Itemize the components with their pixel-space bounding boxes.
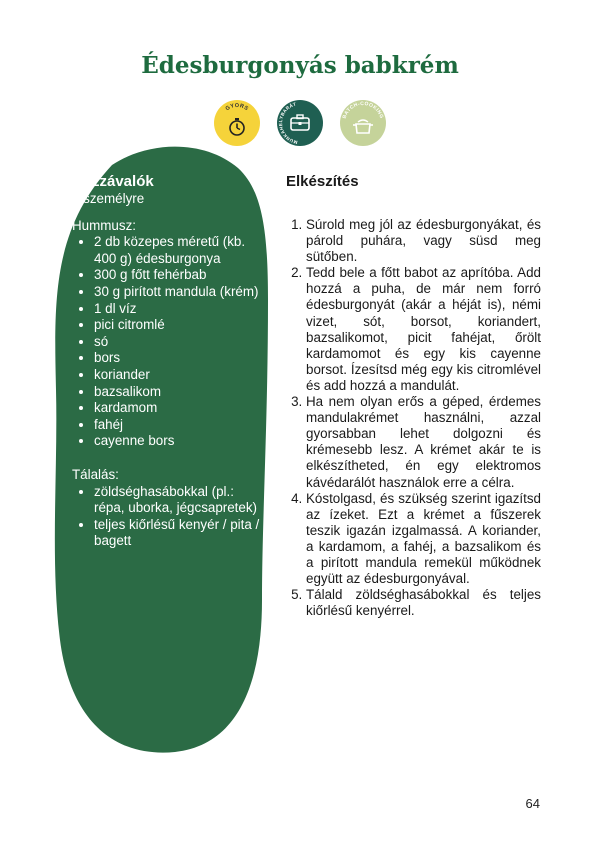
servings-text: 2 személyre <box>72 191 145 206</box>
list-item: • só <box>94 334 264 351</box>
list-item: • bors <box>94 350 264 367</box>
ingredients-panel <box>72 173 264 550</box>
list-item: • 2 db közepes méretű (kb. 400 g) édesburgonya <box>94 234 264 267</box>
badge-gyors-label: GYORS <box>224 102 250 113</box>
serving-section-label: Tálalás: <box>72 466 119 482</box>
method-heading: Elkészítés <box>286 173 359 190</box>
method-step: 5. Tálald zöldséghasábokkal és teljes kiőrlésű kenyérrel. <box>306 587 541 619</box>
badge-batch-cooking-label: BATCH-COOKING <box>341 100 385 120</box>
method-step: 1. Súrold meg jól az édesburgonyákat, és párold puhára, vagy süsd meg sütőben. <box>306 217 541 265</box>
page-number: 64 <box>525 796 540 811</box>
ingredients-heading: Hozzávalók <box>72 173 154 190</box>
serving-list <box>72 484 264 550</box>
page-title: Édesburgonyás babkrém <box>141 52 459 79</box>
list-item: • 300 g főtt fehérbab <box>94 267 264 284</box>
list-item: • 1 dl víz <box>94 301 264 318</box>
ingredients-list <box>72 234 264 450</box>
list-item: • pici citromlé <box>94 317 264 334</box>
method-step: 4. Kóstolgasd, és szükség szerint igazítsd az ízeket. Ezt a krémet a fűszerek teszik igazán izgalmassá. A koriander, a kardamom, a fahéj, a bazsalikom és a pirított mandula remekül működnek együtt az édesburgonyával. <box>306 491 541 588</box>
badge-munkahelybarat-label: MUNKAHELYBARÁT <box>277 101 298 145</box>
method-step: 2. Tedd bele a főtt babot az aprítóba. Add hozzá a puha, de már nem forró édesburgonyát (akár a héját is), némi vizet, sót, borsot, koriandert, bazsalikomot, picit fahéjat, őrölt kardamomot és egy kis cayenne borsot. Ízesítsd még egy kis citromlével és add hozzá a mandulát. <box>306 265 541 394</box>
list-item: • cayenne bors <box>94 433 264 450</box>
list-item: • teljes kiőrlésű kenyér / pita / bagett <box>94 517 264 550</box>
list-item: • bazsalikom <box>94 384 264 401</box>
list-item: • kardamom <box>94 400 264 417</box>
list-item: • 30 g pirított mandula (krém) <box>94 284 264 301</box>
method-step: 3. Ha nem olyan erős a géped, érdemes mandulakrémet használni, azzal gyorsabban lehet dolgozni és krémesebb lesz. A krémet akár te is elkészítheted, én egy elektromos kávédarálót használok erre a célra. <box>306 394 541 491</box>
hummus-section-label: Hummusz: <box>72 217 136 233</box>
list-item: • fahéj <box>94 417 264 434</box>
list-item: • zöldséghasábokkal (pl.: répa, uborka, jégcsapretek) <box>94 484 264 517</box>
method-panel <box>286 173 541 619</box>
method-steps <box>286 217 541 619</box>
list-item: • koriander <box>94 367 264 384</box>
